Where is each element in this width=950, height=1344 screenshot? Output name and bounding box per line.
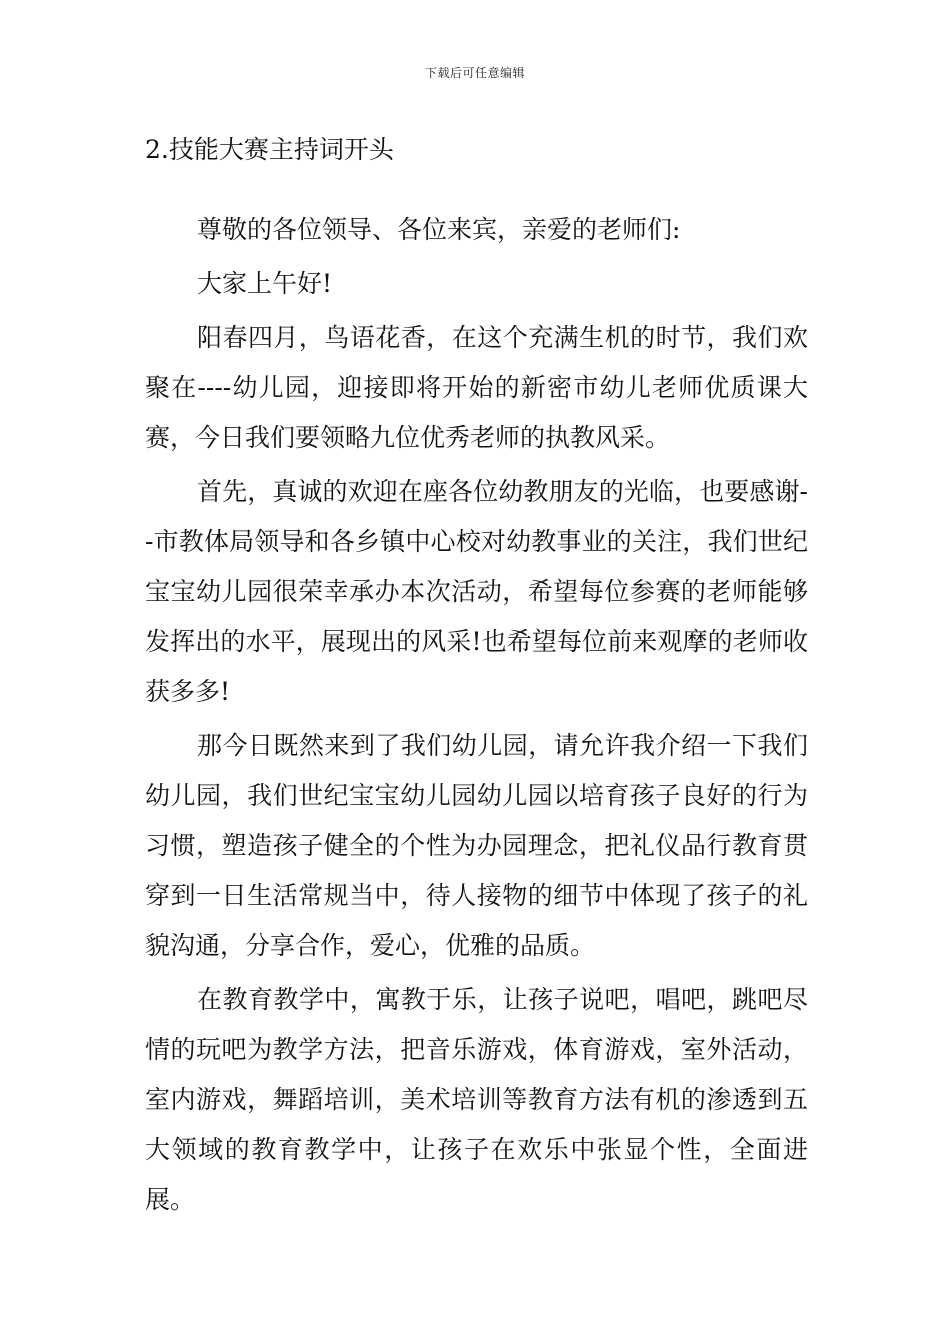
document-body (145, 205, 808, 1229)
section-title: 2.技能大赛主持词开头 (145, 135, 394, 164)
paragraph-teaching: 在教育教学中，寓教于乐，让孩子说吧，唱吧，跳吧尽情的玩吧为教学方法，把音乐游戏，体育游戏，室外活动，室内游戏，舞蹈培训，美术培训等教育方法有机的渗透到五大领域的教育教学中，让孩子在欢乐中张显个性，全面进展。 (145, 985, 808, 1214)
paragraph-welcome: 首先，真诚的欢迎在座各位幼教朋友的光临，也要感谢--市教体局领导和各乡镇中心校对幼教事业的关注，我们世纪宝宝幼儿园很荣幸承办本次活动，希望每位参赛的老师能够发挥出的水平，展现出的风采!也希望每位前来观摩的老师收获多多! (145, 477, 808, 706)
paragraph-greeting: 尊敬的各位领导、各位来宾，亲爱的老师们: (197, 215, 681, 244)
page-header-note: 下载后可任意编辑 (424, 66, 525, 80)
paragraph-introduction: 那今日既然来到了我们幼儿园，请允许我介绍一下我们幼儿园，我们世纪宝宝幼儿园幼儿园以培育孩子良好的行为习惯，塑造孩子健全的个性为办园理念，把礼仪品行教育贯穿到一日生活常规当中，待人接物的细节中体现了孩子的礼貌沟通，分享合作，爱心，优雅的品质。 (145, 731, 808, 960)
paragraph-opening: 阳春四月，鸟语花香，在这个充满生机的时节，我们欢聚在----幼儿园，迎接即将开始的新密市幼儿老师优质课大赛，今日我们要领略九位优秀老师的执教风采。 (145, 323, 808, 452)
paragraph-good-morning: 大家上午好! (197, 269, 333, 298)
